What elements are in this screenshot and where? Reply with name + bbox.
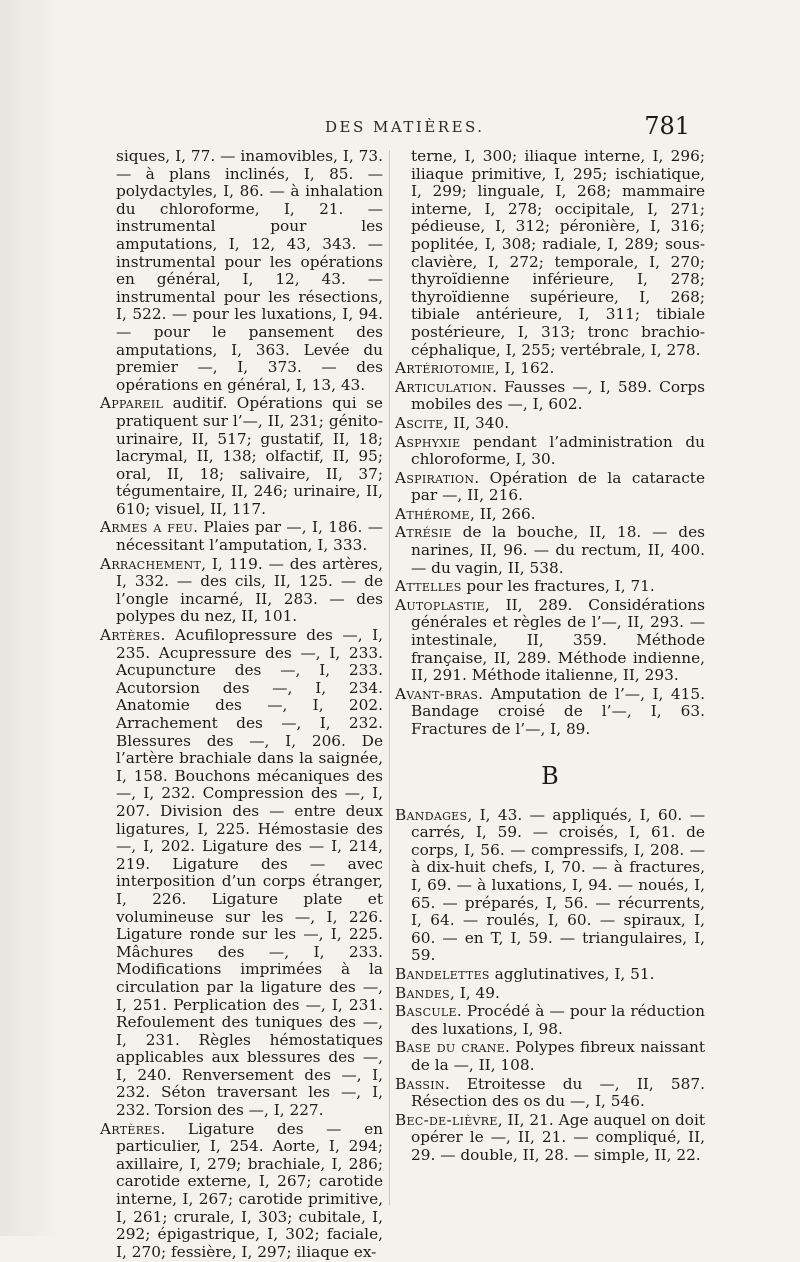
entry-text: , I, 49.	[450, 983, 500, 1002]
index-entry	[100, 556, 383, 626]
entry-heading: Aspiration	[395, 468, 475, 487]
entry-text: , I, 43. — appliqués, I, 60. — carrés, I, 59. — croisés, I, 61. de corps, I, 56. — compressifs, I, 208. — à dix-huit chefs, I, 70. — à fractures, I, 69. — à luxations, I, 94. — noués, I, 65. — préparés, I, 56. — récurrents, I, 64. — roulés, I, 60. — spiraux, I, 60. — en T, I, 59. — triangulaires, I, 59.	[411, 805, 705, 965]
index-entry	[395, 1112, 705, 1165]
entry-heading: Bascule	[395, 1002, 457, 1021]
entry-heading: Atrésie	[395, 523, 452, 542]
entry-heading: Ascite	[395, 413, 444, 432]
entry-heading: Arrachement	[100, 554, 202, 573]
entry-text: . Etroitesse du —, II, 587. Résection des os du —, I, 546.	[411, 1074, 705, 1111]
entry-heading: Bec-de-lièvre	[395, 1110, 498, 1129]
entry-heading: Autoplastie	[395, 595, 485, 614]
index-entry	[395, 966, 705, 984]
entry-text: . Procédé à — pour la réduction des luxations, I, 98.	[411, 1002, 705, 1038]
index-entry	[395, 360, 705, 378]
entry-heading: Armes a feu	[100, 518, 194, 537]
index-entry	[395, 506, 705, 524]
index-entry	[395, 1076, 705, 1111]
entry-text: pendant l’administration du chloroforme, I, 30.	[411, 432, 705, 469]
entry-heading: Bandelettes	[395, 964, 490, 983]
index-entry	[100, 627, 383, 1120]
entry-heading: Asphyxie	[395, 432, 461, 451]
entry-text: . Ligature des — en particulier, I, 254. Aorte, I, 294; axillaire, I, 279; brachiale, I, 286; carotide externe, I, 267; carotide interne, I, 267; carotide primitive, I, 261; crurale, I, 303; cubitale, I, 292; épigastrique, I, 302; faciale, I, 270; fessière, I, 297; iliaque ex-	[116, 1119, 383, 1261]
entry-text: de la bouche, II, 18. — des narines, II, 96. — du rectum, II, 400. — du vagin, II, 538.	[411, 523, 705, 577]
entry-heading: Artères	[100, 626, 161, 645]
entry-text: . Fausses —, I, 589. Corps mobiles des —, I, 602.	[411, 377, 705, 414]
index-entry-continuation	[100, 148, 383, 394]
section-letter: B	[541, 761, 559, 790]
entry-text: , II, 340.	[443, 413, 510, 432]
entry-text: . Amputation de l’—, I, 415. Bandage croisé de l’—, I, 63. Fractures de l’—, I, 89.	[411, 684, 705, 738]
index-entry	[100, 519, 383, 554]
entry-text: . Acufilopressure des —, I, 235. Acupressure des —, I, 233. Acupuncture des —, I, 233. Acutorsion des —, I, 234. Anatomie des —, I, 202. Arrachement des —, I, 232. Blessures des —, I, 206. De l’artère brachiale dans la saignée, I, 158. Bouchons mécaniques des —, I, 232. Compression des —, I, 207. Division des — entre deux ligatures, I, 225. Hémostasie des —, I, 202. Ligature des — I, 214, 219. Ligature des — avec interposition d’un corps étranger, I, 226. Ligature plate et volumineuse sur les —, I, 226. Ligature ronde sur les —, I, 225. Mâchures des —, I, 233. Modifications imprimées à la circulation par la ligature des —, I, 251. Perplication des —, I, 231. Refoulement des tuniques des —, I, 231. Règles hémostatiques applicables aux blessures des —, I, 240. Renversement des —, I, 232. Séton traversant les —, I, 232. Torsion des —, I, 227.	[116, 626, 383, 1120]
index-entry	[395, 434, 705, 469]
entry-text: terne, I, 300; iliaque interne, I, 296; iliaque primitive, I, 295; ischiatique, I, 299; linguale, I, 268; mammaire interne, I, 278; occipitale, I, 271; pédieuse, I, 312; péronière, I, 316; poplitée, I, 308; radiale, I, 289; sous-clavière, I, 272; temporale, I, 270; thyroïdienne inférieure, I, 278; thyroïdienne supérieure, I, 268; tibiale antérieure, I, 311; tibiale postérieure, I, 313; tronc brachio-céphalique, I, 255; vertébrale, I, 278.	[411, 147, 705, 359]
page-edge-shadow	[0, 0, 60, 1236]
index-entry	[395, 379, 705, 414]
entry-heading: Bandages	[395, 805, 468, 824]
right-column	[395, 148, 705, 1165]
entry-text: . Polypes fibreux naissant de la —, II, 108.	[411, 1038, 705, 1074]
entry-text: agglutinatives, I, 51.	[489, 964, 655, 983]
running-title: DES MATIÈRES.	[325, 118, 485, 136]
index-entry	[395, 1003, 705, 1038]
entry-heading: Athérome	[395, 504, 470, 523]
entry-text: , II, 266.	[470, 504, 536, 523]
index-entry	[395, 985, 705, 1003]
entry-text: , II, 21. Age auquel on doit opérer le —, II, 21. — compliqué, II, 29. — double, II, 28. — simple, II, 22.	[411, 1110, 705, 1164]
index-entry	[100, 395, 383, 518]
entry-text: . Opération de la cataracte par —, II, 216.	[411, 468, 705, 505]
entry-heading: Articulation	[395, 377, 493, 396]
index-entry	[395, 597, 705, 685]
column-divider	[389, 150, 390, 1205]
page-number: 781	[644, 112, 690, 140]
index-entry	[395, 524, 705, 577]
entry-heading: Avant-bras	[395, 684, 479, 703]
entry-text: , II, 289. Considérations générales et règles de l’—, II, 293. — intestinale, II, 359. Méthode française, II, 289. Méthode indienne, II, 291. Méthode italienne, II, 293.	[411, 595, 705, 685]
entry-heading: Attelles	[395, 577, 462, 596]
entry-text: , I, 119. — des artères, I, 332. — des cils, II, 125. — de l’ongle incarné, II, 283. — des polypes du nez, II, 101.	[116, 554, 383, 626]
index-entry	[395, 1039, 705, 1074]
entry-heading: Base du crane	[395, 1038, 506, 1057]
index-entry	[100, 1121, 383, 1262]
entry-heading: Bassin	[395, 1074, 445, 1093]
index-entry	[395, 415, 705, 433]
index-entry	[395, 470, 705, 505]
entry-heading: Appareil	[100, 394, 164, 413]
entry-text: . Plaies par —, I, 186. — nécessitant l’amputation, I, 333.	[116, 518, 383, 555]
index-entry	[395, 807, 705, 965]
entry-heading: Bandes	[395, 983, 450, 1002]
entry-heading: Artériotomie	[395, 359, 495, 378]
index-entry-continuation	[395, 148, 705, 359]
index-entry	[395, 686, 705, 739]
entry-heading: Artères	[100, 1119, 161, 1138]
entry-text: siques, I, 77. — inamovibles, I, 73. — à plans inclinés, I, 85. — polydactyles, I, 86. — à inhalation du chloroforme, I, 21. — instrumental pour les amputations, I, 12, 43, 343. — instrumental pour les opérations en général, I, 12, 43. — instrumental pour les résections, I, 522. — pour les luxations, I, 94. — pour le pansement des amputations, I, 363. Levée du premier —, I, 373. — des opérations en général, I, 13, 43.	[116, 147, 383, 394]
left-column	[100, 148, 383, 1262]
page-header	[110, 112, 690, 142]
entry-text: auditif. Opérations qui se pratiquent sur l’—, II, 231; génito-urinaire, II, 517; gustatif, II, 18; lacrymal, II, 138; olfactif, II, 95; oral, II, 18; salivaire, II, 37; tégumentaire, II, 246; urinaire, II, 610; visuel, II, 117.	[116, 394, 383, 518]
index-entry	[395, 578, 705, 596]
entry-text: pour les fractures, I, 71.	[461, 577, 655, 596]
entry-text: , I, 162.	[494, 359, 555, 378]
